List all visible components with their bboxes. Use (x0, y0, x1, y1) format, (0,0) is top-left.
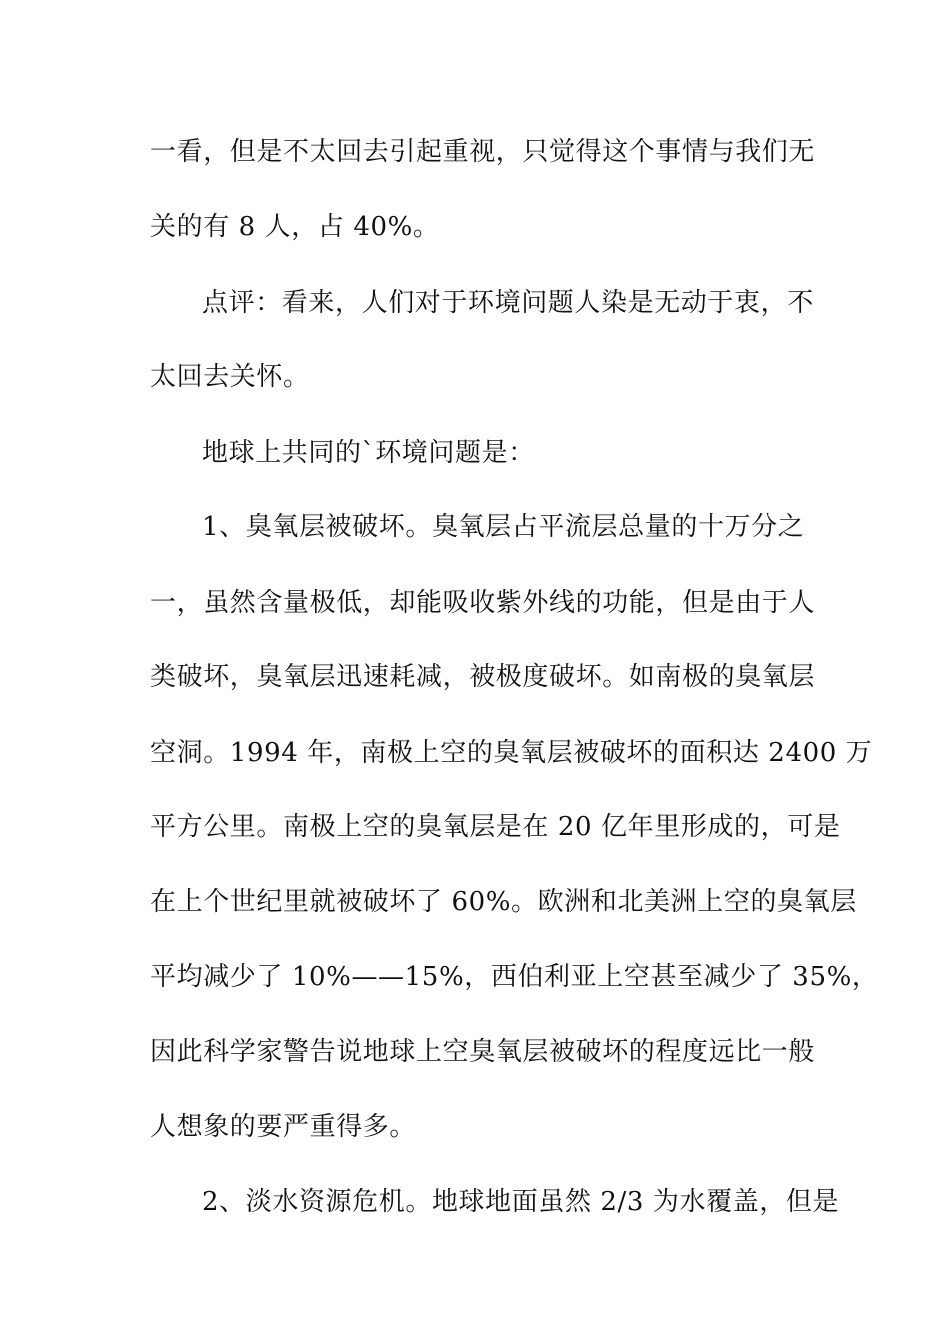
text-line: 类破坏，臭氧层迅速耗减，被极度破坏。如南极的臭氧层 (150, 662, 816, 692)
text-line: 空洞。1994 年，南极上空的臭氧层被破坏的面积达 2400 万 (150, 738, 873, 768)
paragraph-comment-start: 点评：看来，人们对于环境问题人染是无动于衷，不 (202, 288, 814, 318)
text-line: 人想象的要严重得多。 (150, 1112, 417, 1142)
text-line: 在上个世纪里就被破坏了 60%。欧洲和北美洲上空的臭氧层 (150, 887, 857, 917)
section-intro: 地球上共同的`环境问题是： (202, 438, 535, 468)
item-1-start: 1、臭氧层被破坏。臭氧层占平流层总量的十万分之 (202, 512, 805, 542)
text-line: 一看，但是不太回去引起重视，只觉得这个事情与我们无 (150, 137, 816, 167)
text-line: 一，虽然含量极低，却能吸收紫外线的功能，但是由于人 (150, 588, 816, 618)
text-line: 关的有 8 人，占 40%。 (150, 212, 440, 242)
item-2-start: 2、淡水资源危机。地球地面虽然 2/3 为水覆盖，但是 (202, 1187, 840, 1217)
text-line: 平方公里。南极上空的臭氧层是在 20 亿年里形成的，可是 (150, 812, 841, 842)
text-line: 因此科学家警告说地球上空臭氧层被破坏的程度远比一般 (150, 1037, 816, 1067)
text-line: 太回去关怀。 (150, 362, 310, 392)
text-line: 平均减少了 10%——15%，西伯利亚上空甚至减少了 35%， (150, 962, 879, 992)
